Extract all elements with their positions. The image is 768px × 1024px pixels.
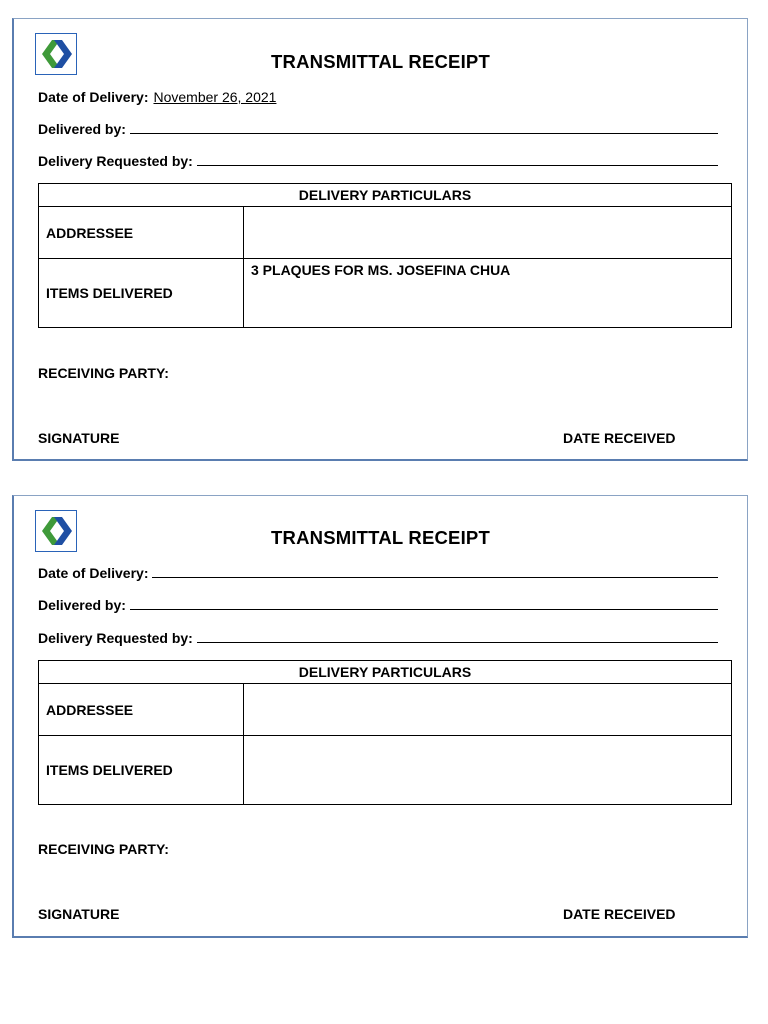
date-of-delivery-value: November 26, 2021 — [153, 89, 277, 105]
receipt-title: TRANSMITTAL RECEIPT — [271, 51, 490, 72]
addressee-value — [244, 207, 732, 259]
table-row — [39, 736, 732, 805]
requested-by-blank — [197, 163, 718, 166]
receipt-title: TRANSMITTAL RECEIPT — [271, 527, 490, 548]
items-delivered-value — [244, 736, 732, 805]
requested-by-label: Delivery Requested by: — [38, 153, 193, 169]
date-of-delivery-label: Date of Delivery: — [38, 565, 149, 581]
signature-label: SIGNATURE — [38, 906, 120, 922]
transmittal-receipt-2 — [12, 495, 748, 938]
delivered-by-row — [38, 121, 718, 137]
delivery-particulars-header: DELIVERY PARTICULARS — [39, 184, 732, 207]
date-of-delivery-blank — [152, 575, 718, 578]
date-received-label: DATE RECEIVED — [563, 906, 676, 922]
addressee-label: ADDRESSEE — [39, 207, 244, 259]
receiving-party-label: RECEIVING PARTY: — [38, 841, 169, 857]
delivered-by-row — [38, 597, 718, 613]
delivery-particulars-header: DELIVERY PARTICULARS — [39, 661, 732, 684]
date-received-label: DATE RECEIVED — [563, 430, 676, 446]
date-of-delivery-row — [38, 89, 718, 105]
requested-by-row — [38, 630, 718, 646]
items-delivered-value: 3 PLAQUES FOR MS. JOSEFINA CHUA — [244, 259, 732, 328]
delivered-by-label: Delivered by: — [38, 121, 126, 137]
delivered-by-blank — [130, 607, 718, 610]
delivery-particulars-table — [38, 183, 732, 328]
requested-by-label: Delivery Requested by: — [38, 630, 193, 646]
delivered-by-blank — [130, 131, 718, 134]
addressee-value — [244, 684, 732, 736]
requested-by-row — [38, 153, 718, 169]
addressee-label: ADDRESSEE — [39, 684, 244, 736]
date-of-delivery-row — [38, 565, 718, 581]
delivered-by-label: Delivered by: — [38, 597, 126, 613]
signature-label: SIGNATURE — [38, 430, 120, 446]
receiving-party-label: RECEIVING PARTY: — [38, 365, 169, 381]
table-row — [39, 259, 732, 328]
delivery-particulars-table — [38, 660, 732, 805]
table-row — [39, 207, 732, 259]
items-delivered-label: ITEMS DELIVERED — [39, 736, 244, 805]
requested-by-blank — [197, 640, 718, 643]
date-of-delivery-label: Date of Delivery: — [38, 89, 149, 105]
table-row — [39, 684, 732, 736]
transmittal-receipt-1 — [12, 18, 748, 461]
items-delivered-label: ITEMS DELIVERED — [39, 259, 244, 328]
